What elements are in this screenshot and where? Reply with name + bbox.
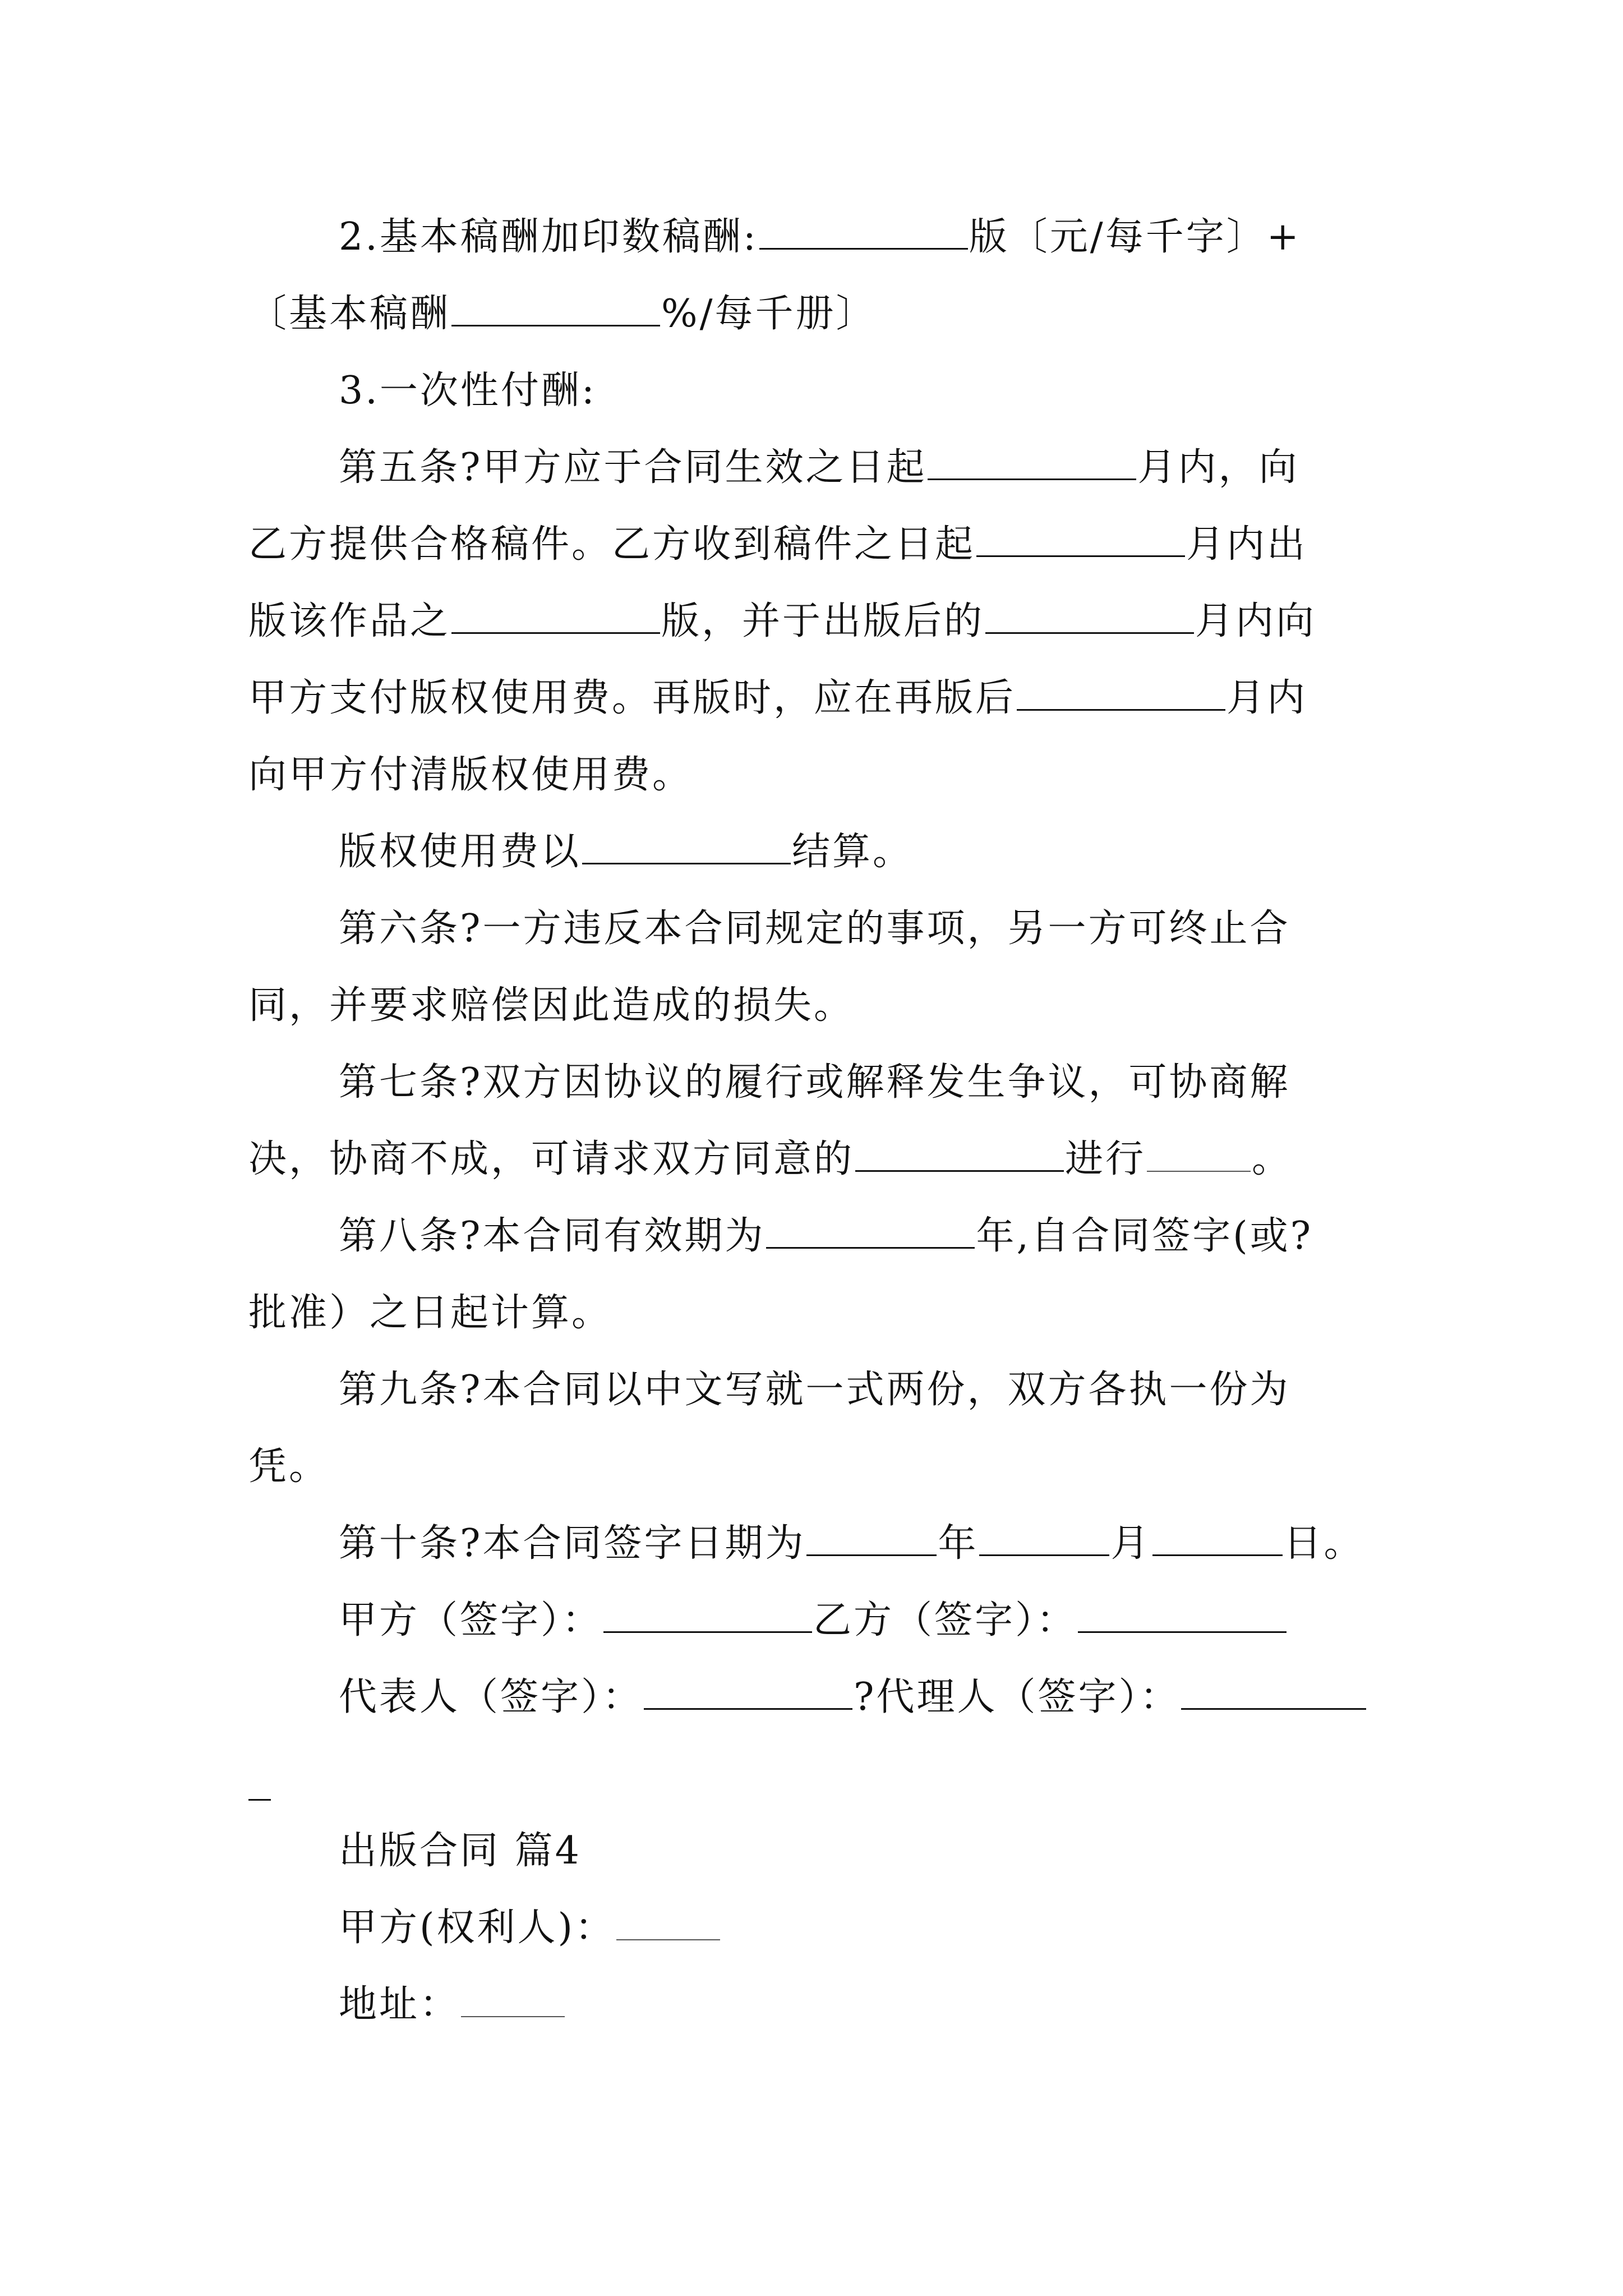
fill-blank xyxy=(985,597,1194,634)
fill-blank xyxy=(451,597,660,634)
fill-blank xyxy=(855,1135,1064,1172)
fill-blank xyxy=(1152,1520,1283,1556)
fill-blank xyxy=(616,1904,720,1940)
fill-blank xyxy=(979,1520,1109,1556)
fill-blank xyxy=(806,1520,937,1556)
text-line: 甲方支付版权使用费。再版时，应在再版后 月内 xyxy=(248,673,1307,724)
text-line: 第七条?双方因协议的履行或解释发生争议，可协商解 xyxy=(339,1060,1290,1105)
text-line: 地址： xyxy=(339,1980,566,2030)
fill-blank xyxy=(766,1212,975,1249)
fill-blank xyxy=(603,1596,812,1633)
text-line: 第五条?甲方应于合同生效之日起 月内，向 xyxy=(339,443,1299,493)
fill-blank xyxy=(1147,1136,1251,1172)
text-line: 版该作品之 版，并于出版后的 月内向 xyxy=(248,596,1316,647)
text-line: 甲方(权利人)： xyxy=(339,1903,721,1953)
text-line: 第六条?一方违反本合同规定的事项，另一方可终止合 xyxy=(339,907,1290,951)
fill-blank xyxy=(461,1981,565,2017)
fill-blank xyxy=(1017,674,1225,711)
fill-blank xyxy=(976,521,1185,557)
text-line: 3.一次性付酬: xyxy=(339,369,597,413)
text-line: 甲方（签字）： 乙方（签字）： xyxy=(339,1595,1288,1646)
text-line: 版权使用费以 结算。 xyxy=(339,827,913,877)
fill-blank xyxy=(451,290,660,326)
text-line: 同，并要求赔偿因此造成的损失。 xyxy=(248,983,855,1028)
fill-blank xyxy=(759,213,968,250)
text-line: 代表人（签字）： ?代理人（签字）： xyxy=(339,1672,1367,1723)
text-line: 乙方提供合格稿件。乙方收到稿件之日起 月内出 xyxy=(248,519,1307,570)
text-line: 凭。 xyxy=(248,1444,330,1489)
fill-blank xyxy=(928,444,1136,480)
text-line: 第九条?本合同以中文写就一式两份，双方各执一份为 xyxy=(339,1368,1290,1412)
text-line: 2.基本稿酬加印数稿酬: 版〔元/每千字〕+ xyxy=(339,212,1301,263)
fill-blank xyxy=(1078,1596,1287,1633)
text-line: 批准）之日起计算。 xyxy=(248,1291,612,1335)
section-title: 出版合同 篇4 xyxy=(339,1829,582,1873)
fill-blank xyxy=(644,1673,852,1710)
text-line: 向甲方付清版权使用费。 xyxy=(248,753,693,797)
fill-blank xyxy=(582,828,791,864)
text-line: 第八条?本合同有效期为 年,自合同签字(或? xyxy=(339,1211,1313,1262)
text-line: 决，协商不成，可请求双方同意的 进行 。 xyxy=(248,1134,1292,1185)
text-line: 〔基本稿酬 %/每千册〕 xyxy=(248,289,877,339)
blank-continuation xyxy=(248,1799,271,1801)
text-line: 第十条?本合同签字日期为 年 月 日。 xyxy=(339,1519,1364,1569)
fill-blank xyxy=(1181,1673,1366,1710)
